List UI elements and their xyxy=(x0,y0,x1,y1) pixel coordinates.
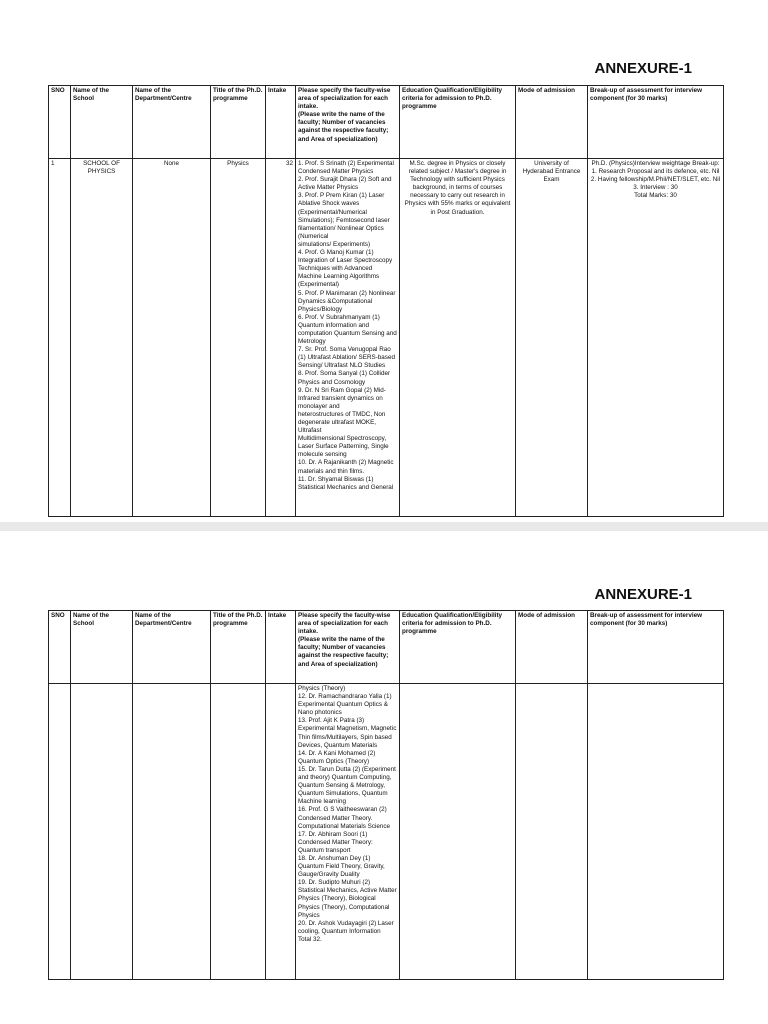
header-breakup: Break-up of assessment for interview component (for 30 marks) xyxy=(588,611,724,684)
cell-specialization: 1. Prof. S Srinath (2) Experimental Condensed Matter Physics 2. Prof. Surajit Dhara (2) Soft and Active Matter Physics 3. Prof. P Prem Kiran (1) Laser Ablative Shock waves (Experimental/Numerical Simulations); Femtosecond laser filamentation/ Nonlinear Optics (Numerical simulations/ Experiments) 4. Prof. G Manoj Kumar (1) Integration of Laser Spectroscopy Techniques with Advanced Machine Learning Algorithms (Experimental) 5. Prof. P Manimaran (2) Nonlinear Dynamics &Computational Physics/Biology 6. Prof. V Subrahmanyam (1) Quantum information and computation Quantum Sensing and Metrology 7. Sr. Prof. Soma Venugopal Rao (1) Ultrafast Ablation/ SERS-based Sensing/ Ultrafast NLO Studies 8. Prof. Soma Sanyal (1) Collider Physics and Cosmology 9. Dr. N Sri Ram Gopal (2) Mid-Infrared transient dynamics on monolayer and heterostructures of TMDC, Non degenerate ultrafast MOKE, Ultrafast Multidimensional Spectroscopy, Laser Surface Patterning, Single molecule sensing 10. Dr. A Rajanikanth (2) Magnetic materials and thin films. 11. Dr. Shyamal Biswas (1) Statistical Mechanics and General xyxy=(296,159,400,517)
cell-programme-title: Physics xyxy=(211,159,266,517)
header-sno: SNO xyxy=(49,86,71,159)
cell-intake xyxy=(266,684,296,980)
cell-school: SCHOOL OF PHYSICS xyxy=(71,159,133,517)
cell-sno: 1 xyxy=(49,159,71,517)
cell-mode xyxy=(516,684,588,980)
cell-school xyxy=(71,684,133,980)
header-eligibility: Education Qualification/Eligibility criteria for admission to Ph.D. programme xyxy=(400,611,516,684)
header-eligibility: Education Qualification/Eligibility criteria for admission to Ph.D. programme xyxy=(400,86,516,159)
cell-eligibility: M.Sc. degree in Physics or closely related subject / Master's degree in Technology with sufficient Physics background, in terms of courses necessary to carry out research in Physics with 55% marks or equivalent in Post Graduation. xyxy=(400,159,516,517)
header-department: Name of the Department/Centre xyxy=(133,86,211,159)
header-programme-title: Title of the Ph.D. programme xyxy=(211,86,266,159)
cell-department xyxy=(133,684,211,980)
cell-department: None xyxy=(133,159,211,517)
annexure-heading: ANNEXURE-1 xyxy=(594,60,692,77)
cell-specialization: Physics (Theory) 12. Dr. Ramachandrarao Yalla (1) Experimental Quantum Optics & Nano photonics 13. Prof. Ajit K Patra (3) Experimental Magnetism, Magnetic Thin films/Multilayers, Spin based Devices, Quantum Materials 14. Dr. A Kani Mohamed (2) Quantum Optics (Theory) 15. Dr. Tarun Dutta (2) (Experiment and theory) Quantum Computing, Quantum Sensing & Metrology, Quantum Simulations, Quantum Machine learning 16. Prof. G S Vaitheeswaran (2) Condensed Matter Theory. Computational Materials Science 17. Dr. Abhiram Soori (1) Condensed Matter Theory: Quantum transport 18. Dr. Anshuman Dey (1) Quantum Field Theory, Gravity, Gauge/Gravity Duality 19. Dr. Sudipto Muhuri (2) Statistical Mechanics, Active Matter Physics (Theory), Biological Physics (Theory), Computational Physics 20. Dr. Ashok Vudayagiri (2) Laser cooling, Quantum Information Total 32. xyxy=(296,684,400,980)
header-specialization: Please specify the faculty-wise area of specialization for each intake. (Please write the name of the faculty; Number of vacancies against the respective faculty; and Area of specialization) xyxy=(296,86,400,159)
header-intake: Intake xyxy=(266,86,296,159)
header-school: Name of the School xyxy=(71,86,133,159)
header-sno: SNO xyxy=(49,611,71,684)
cell-eligibility xyxy=(400,684,516,980)
header-row xyxy=(49,611,724,684)
admission-table xyxy=(48,610,724,980)
header-department: Name of the Department/Centre xyxy=(133,611,211,684)
cell-breakup: Ph.D. (Physics)Interview weightage Break-up: 1. Research Proposal and its defence, etc. Nil 2. Having fellowship/M.Phil/NET/SLET, etc. Nil 3. Interview : 30 Total Marks: 30 xyxy=(588,159,724,517)
cell-intake: 32 xyxy=(266,159,296,517)
header-intake: Intake xyxy=(266,611,296,684)
header-programme-title: Title of the Ph.D. programme xyxy=(211,611,266,684)
document-page-2 xyxy=(0,531,768,1024)
cell-breakup xyxy=(588,684,724,980)
header-mode: Mode of admission xyxy=(516,86,588,159)
header-breakup: Break-up of assessment for interview component (for 30 marks) xyxy=(588,86,724,159)
header-mode: Mode of admission xyxy=(516,611,588,684)
table-row xyxy=(49,159,724,517)
header-row xyxy=(49,86,724,159)
cell-mode: University of Hyderabad Entrance Exam xyxy=(516,159,588,517)
cell-programme-title xyxy=(211,684,266,980)
table-row xyxy=(49,684,724,980)
admission-table xyxy=(48,85,724,517)
header-school: Name of the School xyxy=(71,611,133,684)
annexure-heading: ANNEXURE-1 xyxy=(594,586,692,603)
header-specialization: Please specify the faculty-wise area of specialization for each intake. (Please write the name of the faculty; Number of vacancies against the respective faculty; and Area of specialization) xyxy=(296,611,400,684)
cell-sno xyxy=(49,684,71,980)
